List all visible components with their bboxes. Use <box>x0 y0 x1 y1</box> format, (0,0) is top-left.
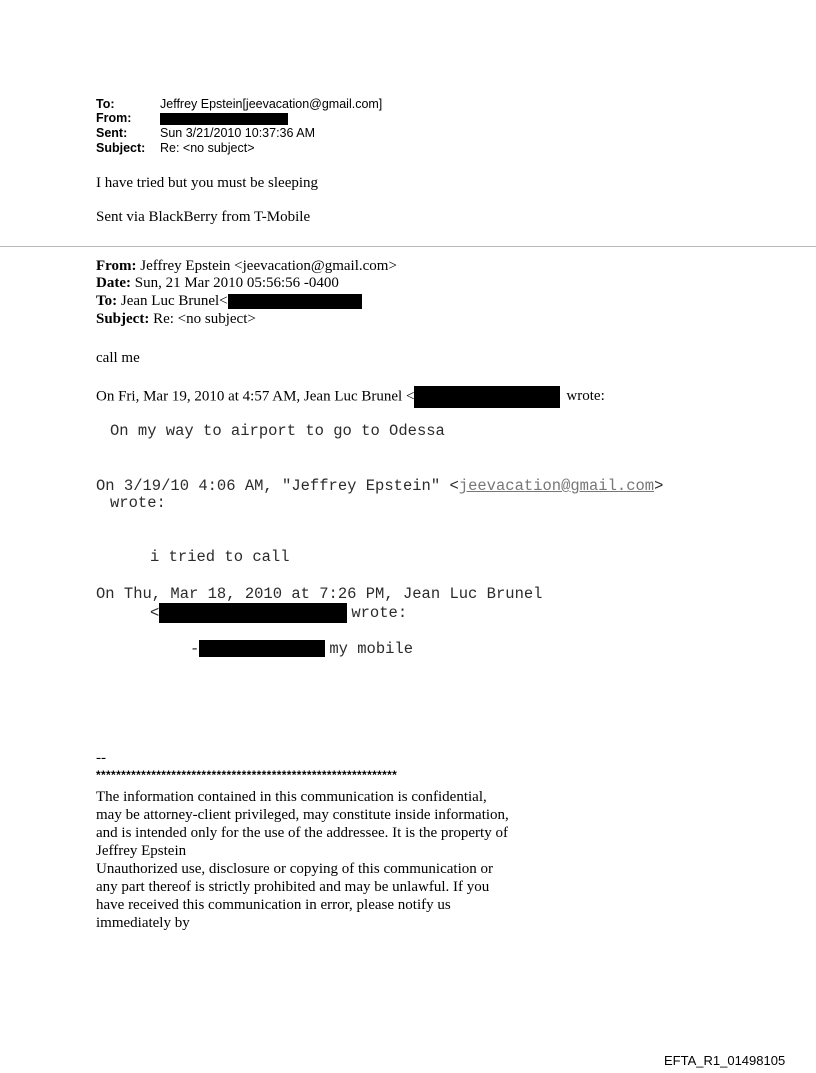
quoted-from-row <box>96 258 397 275</box>
quoted-subject-value: Re: <no subject> <box>149 311 256 327</box>
redaction-bar <box>159 603 347 623</box>
message-signature: Sent via BlackBerry from T-Mobile <box>96 209 311 225</box>
attribution-2-close: > <box>654 477 664 495</box>
message-line: I have tried but you must be sleeping <box>96 175 319 191</box>
separator-stars: ************************************************************ <box>96 768 398 782</box>
quoted-date-value: Sun, 21 Mar 2010 05:56:56 -0400 <box>130 275 339 291</box>
reply-3-dash: - <box>190 640 200 658</box>
attribution-1 <box>96 386 605 408</box>
header-to-row <box>96 97 382 111</box>
email-link[interactable]: jeevacation@gmail.com <box>458 477 655 495</box>
attribution-3-lt: < <box>150 604 160 623</box>
sent-value: Sun 3/21/2010 10:37:36 AM <box>160 126 315 140</box>
quoted-date-row <box>96 275 339 292</box>
attribution-2 <box>96 477 663 495</box>
subject-value: Re: <no subject> <box>160 141 255 155</box>
reply-1: On my way to airport to go to Odessa <box>110 422 445 440</box>
from-label: From: <box>96 111 132 125</box>
reply-3 <box>190 640 413 658</box>
header-from-row <box>96 111 288 125</box>
quoted-from-value: Jeffrey Epstein <jeevacation@gmail.com> <box>136 258 397 274</box>
attribution-2-text: On 3/19/10 4:06 AM, "Jeffrey Epstein" < <box>96 477 459 495</box>
subject-label: Subject: <box>96 141 146 155</box>
notice-paragraph-2: Unauthorized use, disclosure or copying of this communication or any part thereof is strictly prohibited and may be unlawful. If you have received this communication in error, please notify us immediately by <box>96 861 493 931</box>
call-me-line: call me <box>96 350 140 366</box>
redaction-bar <box>160 113 288 125</box>
quoted-subject-row <box>96 311 256 328</box>
attribution-3-wrote: wrote: <box>351 604 408 623</box>
quoted-from-label: From: <box>96 258 137 274</box>
attribution-1-text: On Fri, Mar 19, 2010 at 4:57 AM, Jean Luc Brunel < <box>96 388 415 405</box>
signature-dashes: -- <box>96 750 106 766</box>
attribution-2-wrote: wrote: <box>110 494 166 512</box>
redaction-bar <box>414 386 560 408</box>
reply-2: i tried to call <box>150 548 290 566</box>
confidentiality-notice <box>96 788 516 932</box>
header-subject-row <box>96 141 255 155</box>
sent-label: Sent: <box>96 126 128 140</box>
quoted-to-label: To: <box>96 293 118 309</box>
divider <box>0 246 816 247</box>
notice-paragraph-1: The information contained in this communication is confidential, may be attorney-client privileged, may constitute inside information, and is intended only for the use of the addressee. It is the property of <box>96 789 509 841</box>
quoted-to-row <box>96 293 362 310</box>
attribution-3: On Thu, Mar 18, 2010 at 7:26 PM, Jean Luc Brunel <box>96 585 543 603</box>
document-id: EFTA_R1_01498105 <box>664 1053 786 1068</box>
quoted-date-label: Date: <box>96 275 131 291</box>
redaction-bar <box>199 640 325 657</box>
attribution-3-line2 <box>150 603 407 623</box>
quoted-subject-label: Subject: <box>96 311 150 327</box>
to-value: Jeffrey Epstein[jeevacation@gmail.com] <box>160 97 383 111</box>
quoted-to-value: Jean Luc Brunel< <box>117 293 228 309</box>
redaction-bar <box>228 294 362 309</box>
header-sent-row <box>96 126 315 140</box>
reply-3-text: my mobile <box>329 640 414 658</box>
to-label: To: <box>96 97 115 111</box>
notice-owner: Jeffrey Epstein <box>96 843 187 859</box>
attribution-1-wrote: wrote: <box>566 388 605 405</box>
